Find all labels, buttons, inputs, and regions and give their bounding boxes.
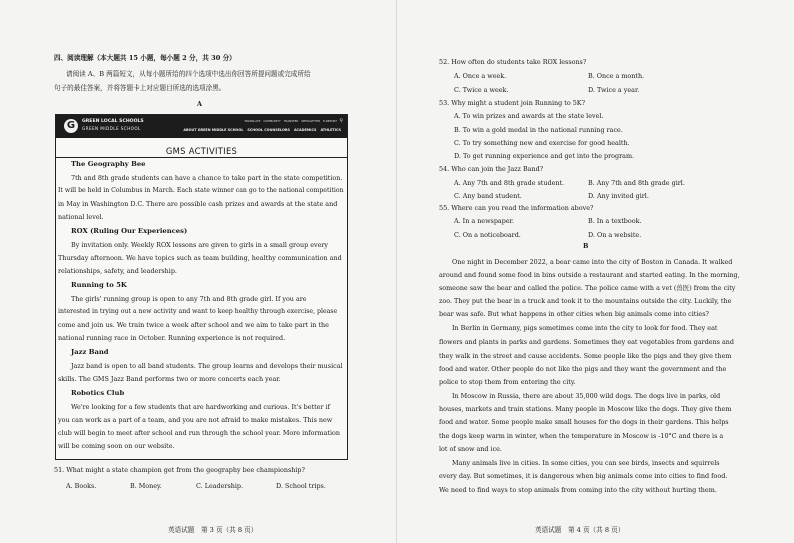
right-page — [397, 0, 794, 543]
instructions-line-1: 请阅读 A、B 两篇短文，从每小题所给的四个选项中选出你回答所提问题或完成所给 — [66, 70, 311, 78]
activity-title: ROX (Ruling Our Experiences) — [71, 227, 188, 235]
question-53-option: D. To get running experience and get into the program. — [454, 152, 635, 160]
activity-text-line: skills. The GMS Jazz Band performs two or more concerts each year. — [58, 375, 281, 383]
activity-text-line: The girls' running group is open to any 7th and 8th grade girl. If you are — [71, 295, 307, 303]
passage-line: In Berlin in Germany, pigs sometimes come into the city to look for food. They eat — [452, 324, 718, 332]
search-icon[interactable]: ⚲ — [339, 118, 343, 124]
question-53-option: B. To win a gold medal in the national running race. — [454, 126, 623, 134]
activity-text-line: interested in trying out a new activity and want to keep healthy through exercise, please — [58, 308, 338, 315]
question-52-option: B. Once a month. — [588, 72, 645, 80]
passage-line: police to stop them from entering the city. — [439, 378, 576, 386]
activity-text-line: It will be held in Columbus in March. Each state winner can go to the national competition — [58, 187, 344, 194]
question-52-stem: 52. How often do students take ROX lessons? — [439, 58, 587, 66]
activity-title: The Geography Bee — [71, 160, 146, 168]
activity-title: Robotics Club — [71, 389, 125, 397]
top-nav — [244, 119, 337, 123]
school-name-line-1: GREEN LOCAL SCHOOLS — [82, 119, 144, 124]
passage-line: One night in December 2022, a bear came into the city of Boston in Canada. It walked — [452, 258, 733, 266]
passage-line: they walk in the street and cause accidents. Some people like the pigs and they give them — [439, 352, 732, 360]
section-heading: 四、阅读理解（本大题共 15 小题，每小题 2 分，共 30 分） — [54, 54, 236, 62]
main-nav-link[interactable]: SCHOOL COUNSELORS — [247, 128, 290, 132]
main-nav — [183, 128, 341, 132]
activity-text-line: relationships, safety, and leadership. — [58, 267, 177, 275]
website-header — [56, 115, 347, 138]
main-nav-link[interactable]: ATHLETICS — [320, 128, 341, 132]
activity-text-line: will be coming soon on our website. — [58, 442, 175, 450]
activity-title: Jazz Band — [71, 348, 109, 356]
activities-page-title: GMS ACTIVITIES — [165, 146, 238, 156]
activity-text-line: club will begin to meet after school and run through the school year. More information — [58, 429, 340, 437]
question-52-option: D. Twice a year. — [588, 86, 640, 94]
passage-line: In Moscow in Russia, there are about 35,000 wild dogs. The dogs live in parks, old — [452, 392, 721, 400]
question-54-option: A. Any 7th and 8th grade student. — [454, 179, 565, 187]
question-55-option: C. On a noticeboard. — [454, 231, 521, 239]
question-51-stem: 51. What might a state champion get from the geography bee championship? — [54, 466, 305, 474]
school-logo-icon: G — [64, 119, 78, 133]
passage-line: flowers and plants in parks and gardens. Sometimes they eat vegetables from gardens and — [439, 338, 735, 346]
passage-line: food and water. Some people make small houses for the dogs in their gardens. This helps — [439, 418, 729, 426]
title-divider — [56, 157, 347, 158]
passage-a-label: A — [197, 100, 202, 108]
activity-text-line: Jazz band is open to all band students. The group learns and develops their musical — [71, 362, 343, 370]
passage-line: Many animals live in cities. In some cities, you can see birds, insects and squirrels — [452, 459, 720, 467]
passage-line: bear was safe. But what happens in other cities when big animals come into cities? — [439, 310, 709, 318]
question-51-option: A. Books. — [66, 482, 97, 490]
passage-line: the dogs keep warm in winter, when the temperature in Moscow is -10°C and there is a — [439, 432, 724, 440]
activity-text-line: you can work as a part of a team, and you are not afraid to make mistakes. This new — [58, 416, 333, 424]
question-53-option: A. To win prizes and awards at the state level. — [454, 112, 604, 120]
question-51-option: D. School trips. — [276, 482, 326, 490]
page-footer: 英语试题 第 3 页（共 8 页） — [168, 526, 258, 534]
main-nav-link[interactable]: ABOUT GREEN MIDDLE SCHOOL — [183, 128, 244, 132]
school-website-screenshot — [55, 114, 348, 460]
top-nav-link[interactable]: E-REPORT — [323, 119, 337, 123]
main-nav-link[interactable]: ACADEMICS — [293, 128, 317, 132]
passage-line: someone saw the bear and called the police. The police came with a vet (兽医) from the city — [439, 284, 736, 292]
question-55-stem: 55. Where can you read the information above? — [439, 204, 594, 212]
passage-line: lot of snow and ice. — [439, 445, 502, 453]
activity-text-line: 7th and 8th grade students can have a chance to take part in the state competition. — [71, 174, 343, 182]
passage-line: houses, markets and train stations. Many people in Moscow like the dogs. They give them — [439, 405, 732, 413]
question-54-option: D. Any invited girl. — [588, 192, 649, 200]
question-53-stem: 53. Why might a student join Running to 5K? — [439, 99, 585, 107]
top-nav-link[interactable]: TRANSFER — [283, 119, 299, 123]
question-51-option: C. Leadership. — [196, 482, 244, 490]
question-55-option: B. In a textbook. — [588, 217, 642, 225]
instructions-line-2: 句子的最佳答案，并将答题卡上对应题目所选的选项涂黑。 — [54, 84, 226, 92]
school-name-line-2: GREEN MIDDLE SCHOOL — [82, 126, 141, 131]
question-55-option: D. On a website. — [588, 231, 642, 239]
activity-text-line: in May in Washington D.C. There are possible cash prizes and awards at the state and — [58, 200, 338, 208]
activity-text-line: national level. — [58, 213, 104, 221]
activity-text-line: We're looking for a few students that are hardworking and curious. It's better if — [71, 403, 330, 411]
question-52-option: A. Once a week. — [454, 72, 507, 80]
top-nav-link[interactable]: TRANSLATE — [244, 119, 261, 123]
question-54-option: C. Any band student. — [454, 192, 522, 200]
activity-text-line: Thursday afternoon. We have topics such as team building, healthy communication and — [58, 254, 342, 262]
activity-text-line: national running race in October. Running experience is not required. — [58, 334, 286, 342]
passage-line: zoo. They put the bear in a truck and took it to the mountains outside the city. Luckily, the — [439, 297, 732, 305]
passage-line: every day. But sometimes, it is dangerous when big animals come into cities to find food. — [439, 472, 728, 480]
question-53-option: C. To try something new and exercise for good health. — [454, 139, 630, 147]
question-51-option: B. Money. — [130, 482, 162, 490]
passage-b-label: B — [583, 242, 589, 250]
passage-line: food and water. Other people do not like the pigs and they want the government and the — [439, 365, 727, 373]
question-54-option: B. Any 7th and 8th grade girl. — [588, 179, 685, 187]
top-nav-link[interactable]: NEWSLETTER — [301, 119, 321, 123]
passage-line: around and found some food in bins outside a restaurant and started eating. In the morning, — [439, 271, 740, 279]
activity-title: Running to 5K — [71, 281, 127, 289]
question-55-option: A. In a newspaper. — [454, 217, 514, 225]
top-nav-link[interactable]: COMMUNITY — [263, 119, 281, 123]
passage-line: We need to find ways to stop animals from coming into the city without hurting them. — [439, 486, 717, 494]
page-footer: 英语试题 第 4 页（共 8 页） — [535, 526, 625, 534]
question-52-option: C. Twice a week. — [454, 86, 509, 94]
activity-text-line: By invitation only. Weekly ROX lessons are given to girls in a small group every — [71, 241, 329, 249]
question-54-stem: 54. Who can join the Jazz Band? — [439, 165, 544, 173]
activity-text-line: come and join us. We train twice a week after school and we aim to take part in the — [58, 321, 329, 329]
